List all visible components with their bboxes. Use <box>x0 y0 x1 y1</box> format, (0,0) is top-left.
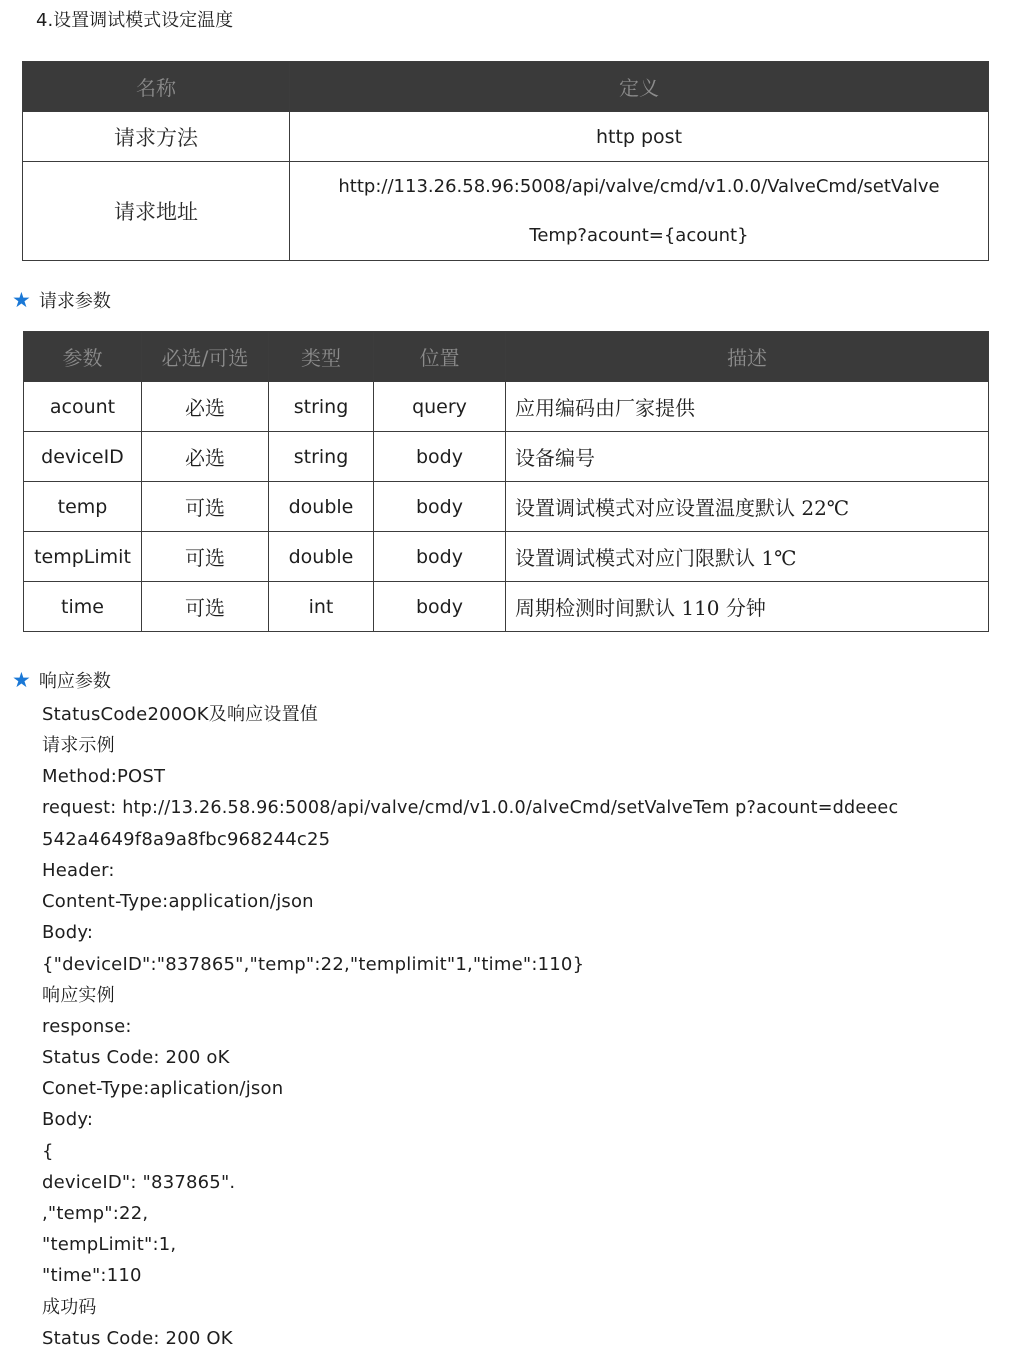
params-table <box>23 331 989 632</box>
param-name: tempLimit <box>24 532 142 582</box>
request-params-heading-text: 请求参数 <box>38 291 111 312</box>
body-line: Status Code: 200 OK <box>42 1327 233 1349</box>
header-description: 描述 <box>506 332 989 382</box>
param-description: 设置调试模式对应设置温度默认 22℃ <box>506 482 989 532</box>
body-line: deviceID": "837865". <box>42 1171 236 1193</box>
param-description: 应用编码由厂家提供 <box>506 382 989 432</box>
table-row <box>24 432 989 482</box>
response-params-heading <box>12 668 111 694</box>
row-name-method: 请求方法 <box>23 112 290 162</box>
param-type: double <box>269 532 374 582</box>
header-name: 名称 <box>23 62 290 112</box>
body-line: Conet-Type:aplication/json <box>42 1078 284 1100</box>
row-value-method: http post <box>290 112 989 162</box>
body-line: {"deviceID":"837865","temp":22,"templimit"1,"time":110} <box>42 953 585 975</box>
param-required: 必选 <box>142 382 269 432</box>
param-name: deviceID <box>24 432 142 482</box>
body-line: Header: <box>42 859 115 881</box>
body-line: Content-Type:application/json <box>42 891 314 913</box>
row-value-address <box>290 162 989 261</box>
body-line: Method:POST <box>42 766 166 788</box>
body-line: request: htp://13.26.58.96:5008/api/valve/cmd/v1.0.0/alveCmd/setValveTem p?acount=ddeeec <box>42 797 899 818</box>
param-name: temp <box>24 482 142 532</box>
section-title: 4.设置调试模式设定温度 <box>36 10 234 31</box>
param-location: body <box>374 582 506 632</box>
table-row <box>24 532 989 582</box>
body-line: response: <box>42 1015 132 1037</box>
request-params-heading <box>12 288 111 314</box>
table-row <box>23 162 989 261</box>
param-description: 设备编号 <box>506 432 989 482</box>
param-location: query <box>374 382 506 432</box>
param-name: time <box>24 582 142 632</box>
param-type: string <box>269 382 374 432</box>
param-required: 必选 <box>142 432 269 482</box>
table-row <box>24 482 989 532</box>
param-required: 可选 <box>142 532 269 582</box>
table-row <box>24 382 989 432</box>
star-icon: ★ <box>12 288 31 312</box>
body-line: Body: <box>42 1109 94 1131</box>
body-line: StatusCode200OK及响应设置值 <box>42 704 318 725</box>
body-line: 请求示例 <box>42 735 115 757</box>
param-location: body <box>374 432 506 482</box>
param-required: 可选 <box>142 582 269 632</box>
body-line: ,"temp":22, <box>42 1203 149 1224</box>
url-line-2: Temp?acount={acount} <box>529 225 749 246</box>
row-name-address: 请求地址 <box>23 162 290 261</box>
table-row <box>23 112 989 162</box>
table-row <box>24 582 989 632</box>
body-line: "time":110 <box>42 1265 142 1287</box>
param-location: body <box>374 482 506 532</box>
body-line: Status Code: 200 oK <box>42 1047 230 1069</box>
param-required: 可选 <box>142 482 269 532</box>
param-description: 设置调试模式对应门限默认 1℃ <box>506 532 989 582</box>
body-line: Body: <box>42 922 94 944</box>
definition-table <box>22 61 989 261</box>
example-body <box>42 699 982 1354</box>
star-icon: ★ <box>12 668 31 692</box>
body-line: 成功码 <box>42 1296 97 1318</box>
header-definition: 定义 <box>290 62 989 112</box>
param-type: int <box>269 582 374 632</box>
header-location: 位置 <box>374 332 506 382</box>
header-required: 必选/可选 <box>142 332 269 382</box>
param-location: body <box>374 532 506 582</box>
body-line: "tempLimit":1, <box>42 1234 177 1256</box>
header-param: 参数 <box>24 332 142 382</box>
param-type: double <box>269 482 374 532</box>
body-line: 响应实例 <box>42 984 115 1006</box>
url-line-1: http://113.26.58.96:5008/api/valve/cmd/v1.0.0/ValveCmd/setValve <box>338 176 940 197</box>
response-params-heading-text: 响应参数 <box>38 671 111 692</box>
param-type: string <box>269 432 374 482</box>
body-line: 542a4649f8a9a8fbc968244c25 <box>42 828 331 850</box>
body-line: { <box>42 1140 54 1162</box>
header-type: 类型 <box>269 332 374 382</box>
param-description: 周期检测时间默认 110 分钟 <box>506 582 989 632</box>
param-name: acount <box>24 382 142 432</box>
